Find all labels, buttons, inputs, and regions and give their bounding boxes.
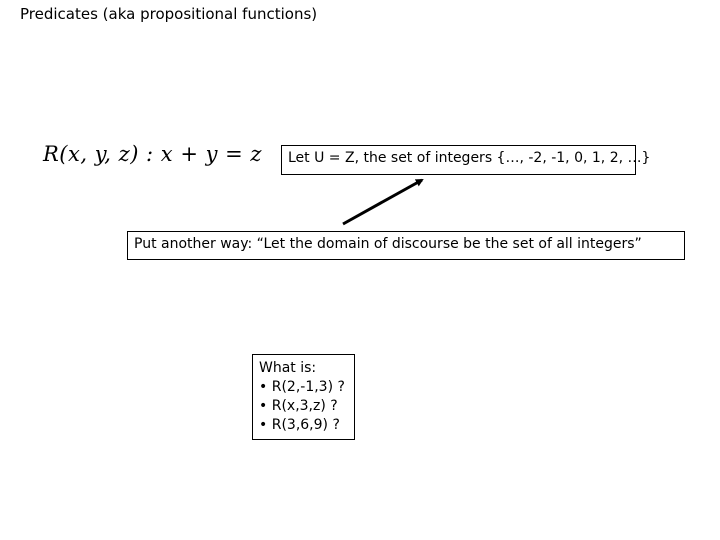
questions-heading: What is: bbox=[259, 360, 317, 376]
predicate-formula: R(x, y, z) : x + y = z bbox=[43, 142, 262, 166]
pointer-arrow bbox=[343, 180, 422, 224]
domain-of-discourse-box: Put another way: “Let the domain of discourse be the set of all integers” bbox=[127, 231, 685, 260]
universe-definition-box: Let U = Z, the set of integers {…, -2, -1, 0, 1, 2, …} bbox=[281, 145, 636, 175]
question-item: • R(x,3,z) ? bbox=[259, 397, 348, 416]
question-item: • R(3,6,9) ? bbox=[259, 416, 348, 435]
questions-box bbox=[252, 354, 355, 440]
question-item: • R(2,-1,3) ? bbox=[259, 378, 348, 397]
questions-list bbox=[259, 378, 348, 435]
slide-title: Predicates (aka propositional functions) bbox=[20, 5, 318, 23]
